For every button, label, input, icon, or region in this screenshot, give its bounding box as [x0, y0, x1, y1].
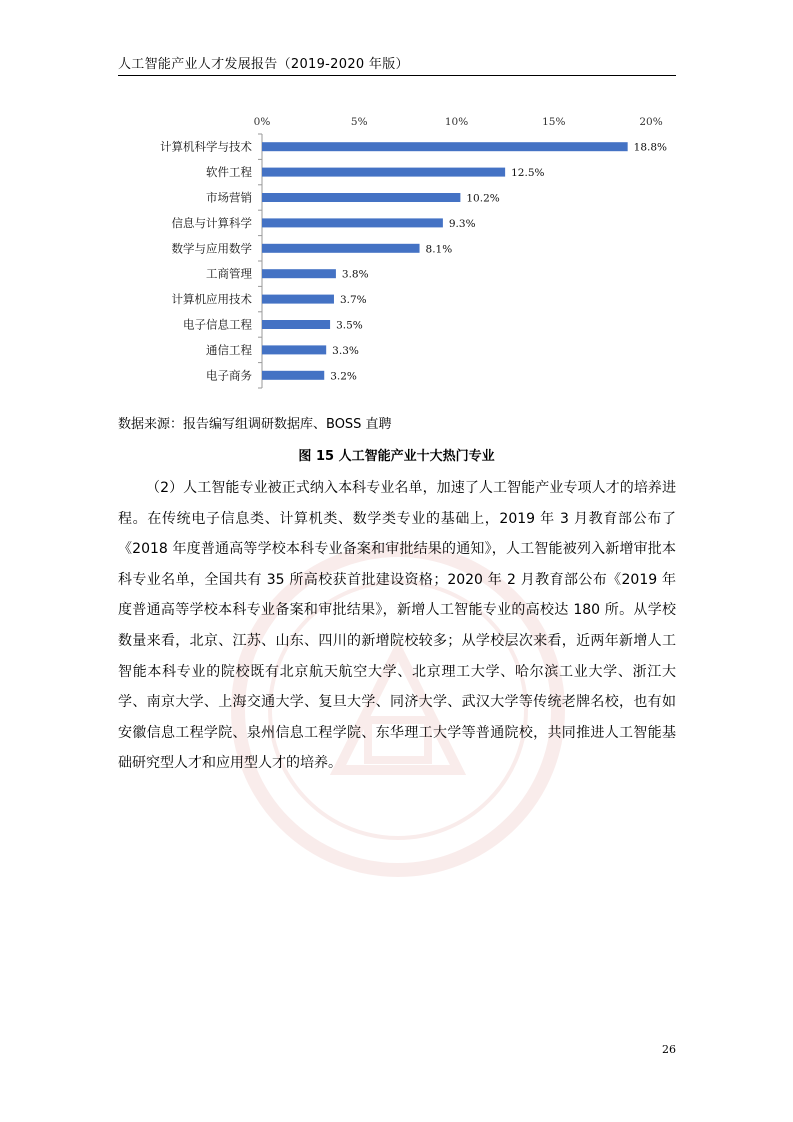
value-label: 10.2%	[466, 192, 500, 205]
value-label: 18.8%	[633, 141, 668, 154]
bar	[262, 244, 420, 253]
bar	[262, 218, 443, 227]
body-paragraph: （2）人工智能专业被正式纳入本科专业名单，加速了人工智能产业专项人才的培养进程。在传统电子信息类、计算机类、数学类专业的基础上，2019 年 3 月教育部公布了《2018 年度普通高等学校本科专业备案和审批结果的通知》，人工智能被列入新增审批本科专业名单，全国共有 35 所高校获首批建设资格；2020 年 2 月教育部公布《2019 年度普通高等学校本科专业备案和审批结果》，新增人工智能专业的高校达 180 所。从学校数量来看，北京、江苏、山东、四川的新增院校较多；从学校层次来看，近两年新增人工智能本科专业的院校既有北京航天航空大学、北京理工大学、哈尔滨工业大学、浙江大学、南京大学、上海交通大学、复旦大学、同济大学、武汉大学等传统老牌名校，也有如安徽信息工程学院、泉州信息工程学院、东华理工大学等普通院校，共同推进人工智能基础研究型人才和应用型人才的培养。	[118, 480, 676, 772]
bar	[262, 345, 326, 354]
bar	[262, 295, 334, 304]
category-label: 软件工程	[206, 165, 252, 180]
category-label: 市场营销	[206, 190, 252, 205]
data-source-note: 数据来源：报告编写组调研数据库、BOSS 直聘	[118, 417, 392, 432]
value-label: 3.8%	[341, 268, 369, 281]
value-label: 3.2%	[330, 370, 357, 383]
category-label: 工商管理	[206, 266, 252, 281]
category-label: 计算机科学与技术	[160, 139, 252, 154]
bar	[262, 371, 324, 380]
value-label: 8.1%	[425, 243, 453, 256]
x-tick-label: 5%	[350, 116, 368, 128]
bar	[262, 320, 330, 329]
category-label: 电子信息工程	[183, 317, 252, 332]
bar	[262, 168, 505, 177]
value-label: 9.3%	[448, 217, 476, 230]
value-label: 12.5%	[511, 167, 545, 180]
bar	[262, 142, 628, 151]
x-tick-label: 0%	[253, 116, 271, 128]
bar	[262, 269, 336, 278]
category-label: 计算机应用技术	[171, 292, 252, 307]
page-number: 26	[662, 1043, 676, 1056]
category-label: 电子商务	[206, 368, 252, 383]
hot-majors-bar-chart	[0, 0, 793, 400]
bar	[262, 193, 460, 202]
value-label: 3.3%	[332, 344, 359, 357]
value-label: 3.7%	[339, 294, 367, 307]
running-header: 人工智能产业人才发展报告（2019-2020 年版）	[118, 57, 409, 72]
figure-caption: 图 15 人工智能产业十大热门专业	[298, 449, 495, 464]
category-label: 数学与应用数学	[171, 241, 252, 256]
category-label: 通信工程	[206, 342, 252, 357]
x-tick-label: 20%	[639, 116, 663, 128]
value-label: 3.5%	[336, 319, 363, 332]
x-tick-label: 10%	[444, 116, 469, 128]
category-label: 信息与计算科学	[171, 215, 252, 230]
x-tick-label: 15%	[542, 116, 566, 128]
